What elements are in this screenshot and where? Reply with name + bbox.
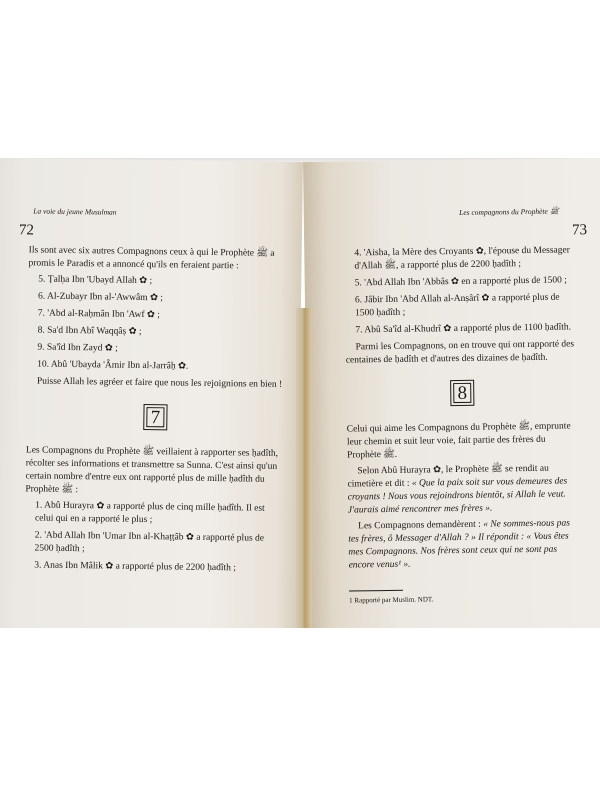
- list-item: 8. Sa'd Ibn Abî Waqqâṣ ✿ ;: [37, 325, 142, 337]
- section-number: 7: [150, 406, 161, 428]
- section-number-box: [450, 380, 474, 406]
- footnote: 1 Rapporté par Muslim. NDT.: [349, 595, 434, 605]
- list-item: 5. Ṭalḥa Ibn 'Ubayd Allah ✿ ;: [38, 274, 153, 287]
- section-paragraph: Les Compagnons du Prophète ﷺ veillaient à rapporter ses ḥadîth, récolter ses informations et transmettre sa Sunna. C'est ainsi qu'un certain nombre d'entre eux ont rapporté plus de mille ḥadîth du Prophète ﷺ :: [25, 445, 279, 496]
- closing-paragraph: Puisse Allah les agréer et faire que nous les rejoignions en bien !: [36, 376, 283, 390]
- book-gutter: [296, 308, 312, 628]
- list-item: 1. Abû Hurayra ✿ a rapporté plus de cinq mille ḥadîth. Il est celui qui en a rapporté le plus ;: [34, 500, 265, 526]
- list-item: 6. Al-Zubayr Ibn al-'Awwâm ✿ ;: [37, 291, 164, 304]
- list-item: 4. 'Aisha, la Mère des Croyants ✿, l'épouse du Messager d'Allah ﷺ, a rapporté plus de 2200 ḥadîth ;: [354, 245, 570, 272]
- right-running-head: Les compagnons du Prophète ﷺ: [459, 206, 559, 217]
- hurayra-intro: Selon Abû Hurayra ✿, le Prophète ﷺ se rendit au cimetière et dit :: [347, 463, 549, 490]
- left-page-number: 72: [18, 222, 35, 239]
- left-running-head: La voie du jeune Musulman: [33, 206, 117, 217]
- companions-quote: « Ne sommes-nous pas tes frères, ô Messager d'Allah ? » Il répondit : « Vous êtes mes Compagnons. Nos frères sont ceux qui ne sont pas encore venus¹ ».: [348, 518, 571, 571]
- list-item: 3. Anas Ibn Mâlik ✿ a rapporté plus de 2200 ḥadîth ;: [34, 560, 236, 574]
- intro-paragraph: Ils sont avec six autres Compagnons ceux à qui le Prophète ﷺ a promis le Paradis et a annoncé qu'ils en feraient partie :: [28, 245, 275, 272]
- footnote-rule: [349, 590, 403, 592]
- list-item: 2. 'Abd Allah Ibn 'Umar Ibn al-Khaṭṭâb ✿ a rapporté plus de 2500 ḥadîth ;: [34, 530, 265, 555]
- right-page-number: 73: [571, 222, 588, 239]
- companions-paragraph: [348, 517, 581, 572]
- section-paragraph: Celui qui aime les Compagnons du Prophète ﷺ, emprunte leur chemin et suit leur voie, fait partie des frères du Prophète ﷺ.: [346, 421, 571, 461]
- hurayra-quote: « Que la paix soit sur vous demeures des croyants ! Nous vous rejoindrons bientôt, si Allah le veut. J'aurais aimé rencontrer mes frères ».: [347, 476, 568, 516]
- left-content: [24, 244, 287, 580]
- summary-paragraph: Parmi les Compagnons, on en trouve qui ont rapporté des centaines de ḥadîth et d'autres des dizaines de ḥadîth.: [345, 339, 575, 366]
- companions-intro: Les Compagnons demandèrent :: [358, 519, 481, 532]
- list-item: 7. Abû Sa'îd al-Khudrî ✿ a rapporté plus de 1100 ḥadîth.: [355, 322, 572, 336]
- list-item: 10. Abû 'Ubayda 'Âmir Ibn al-Jarrâḥ ✿.: [37, 359, 189, 372]
- hadith-paragraph: [347, 462, 580, 517]
- list-item: 5. 'Abd Allah Ibn 'Abbâs ✿ en a rapporté plus de 1500 ;: [354, 275, 567, 289]
- section-number: 8: [457, 382, 468, 404]
- list-item: 9. Sa'îd Ibn Zayd ✿ ;: [37, 342, 118, 354]
- list-item: 6. Jâbir Ibn 'Abd Allah al-Anṣârî ✿ a rapporté plus de 1500 ḥadîth ;: [354, 292, 560, 319]
- right-page: [303, 158, 600, 628]
- list-item: 7. 'Abd al-Raḥmân Ibn 'Awf ✿ ;: [37, 308, 161, 321]
- section-number-box: [143, 404, 167, 430]
- right-content: [344, 244, 581, 610]
- left-page: [0, 158, 303, 628]
- book-spread: [0, 158, 600, 628]
